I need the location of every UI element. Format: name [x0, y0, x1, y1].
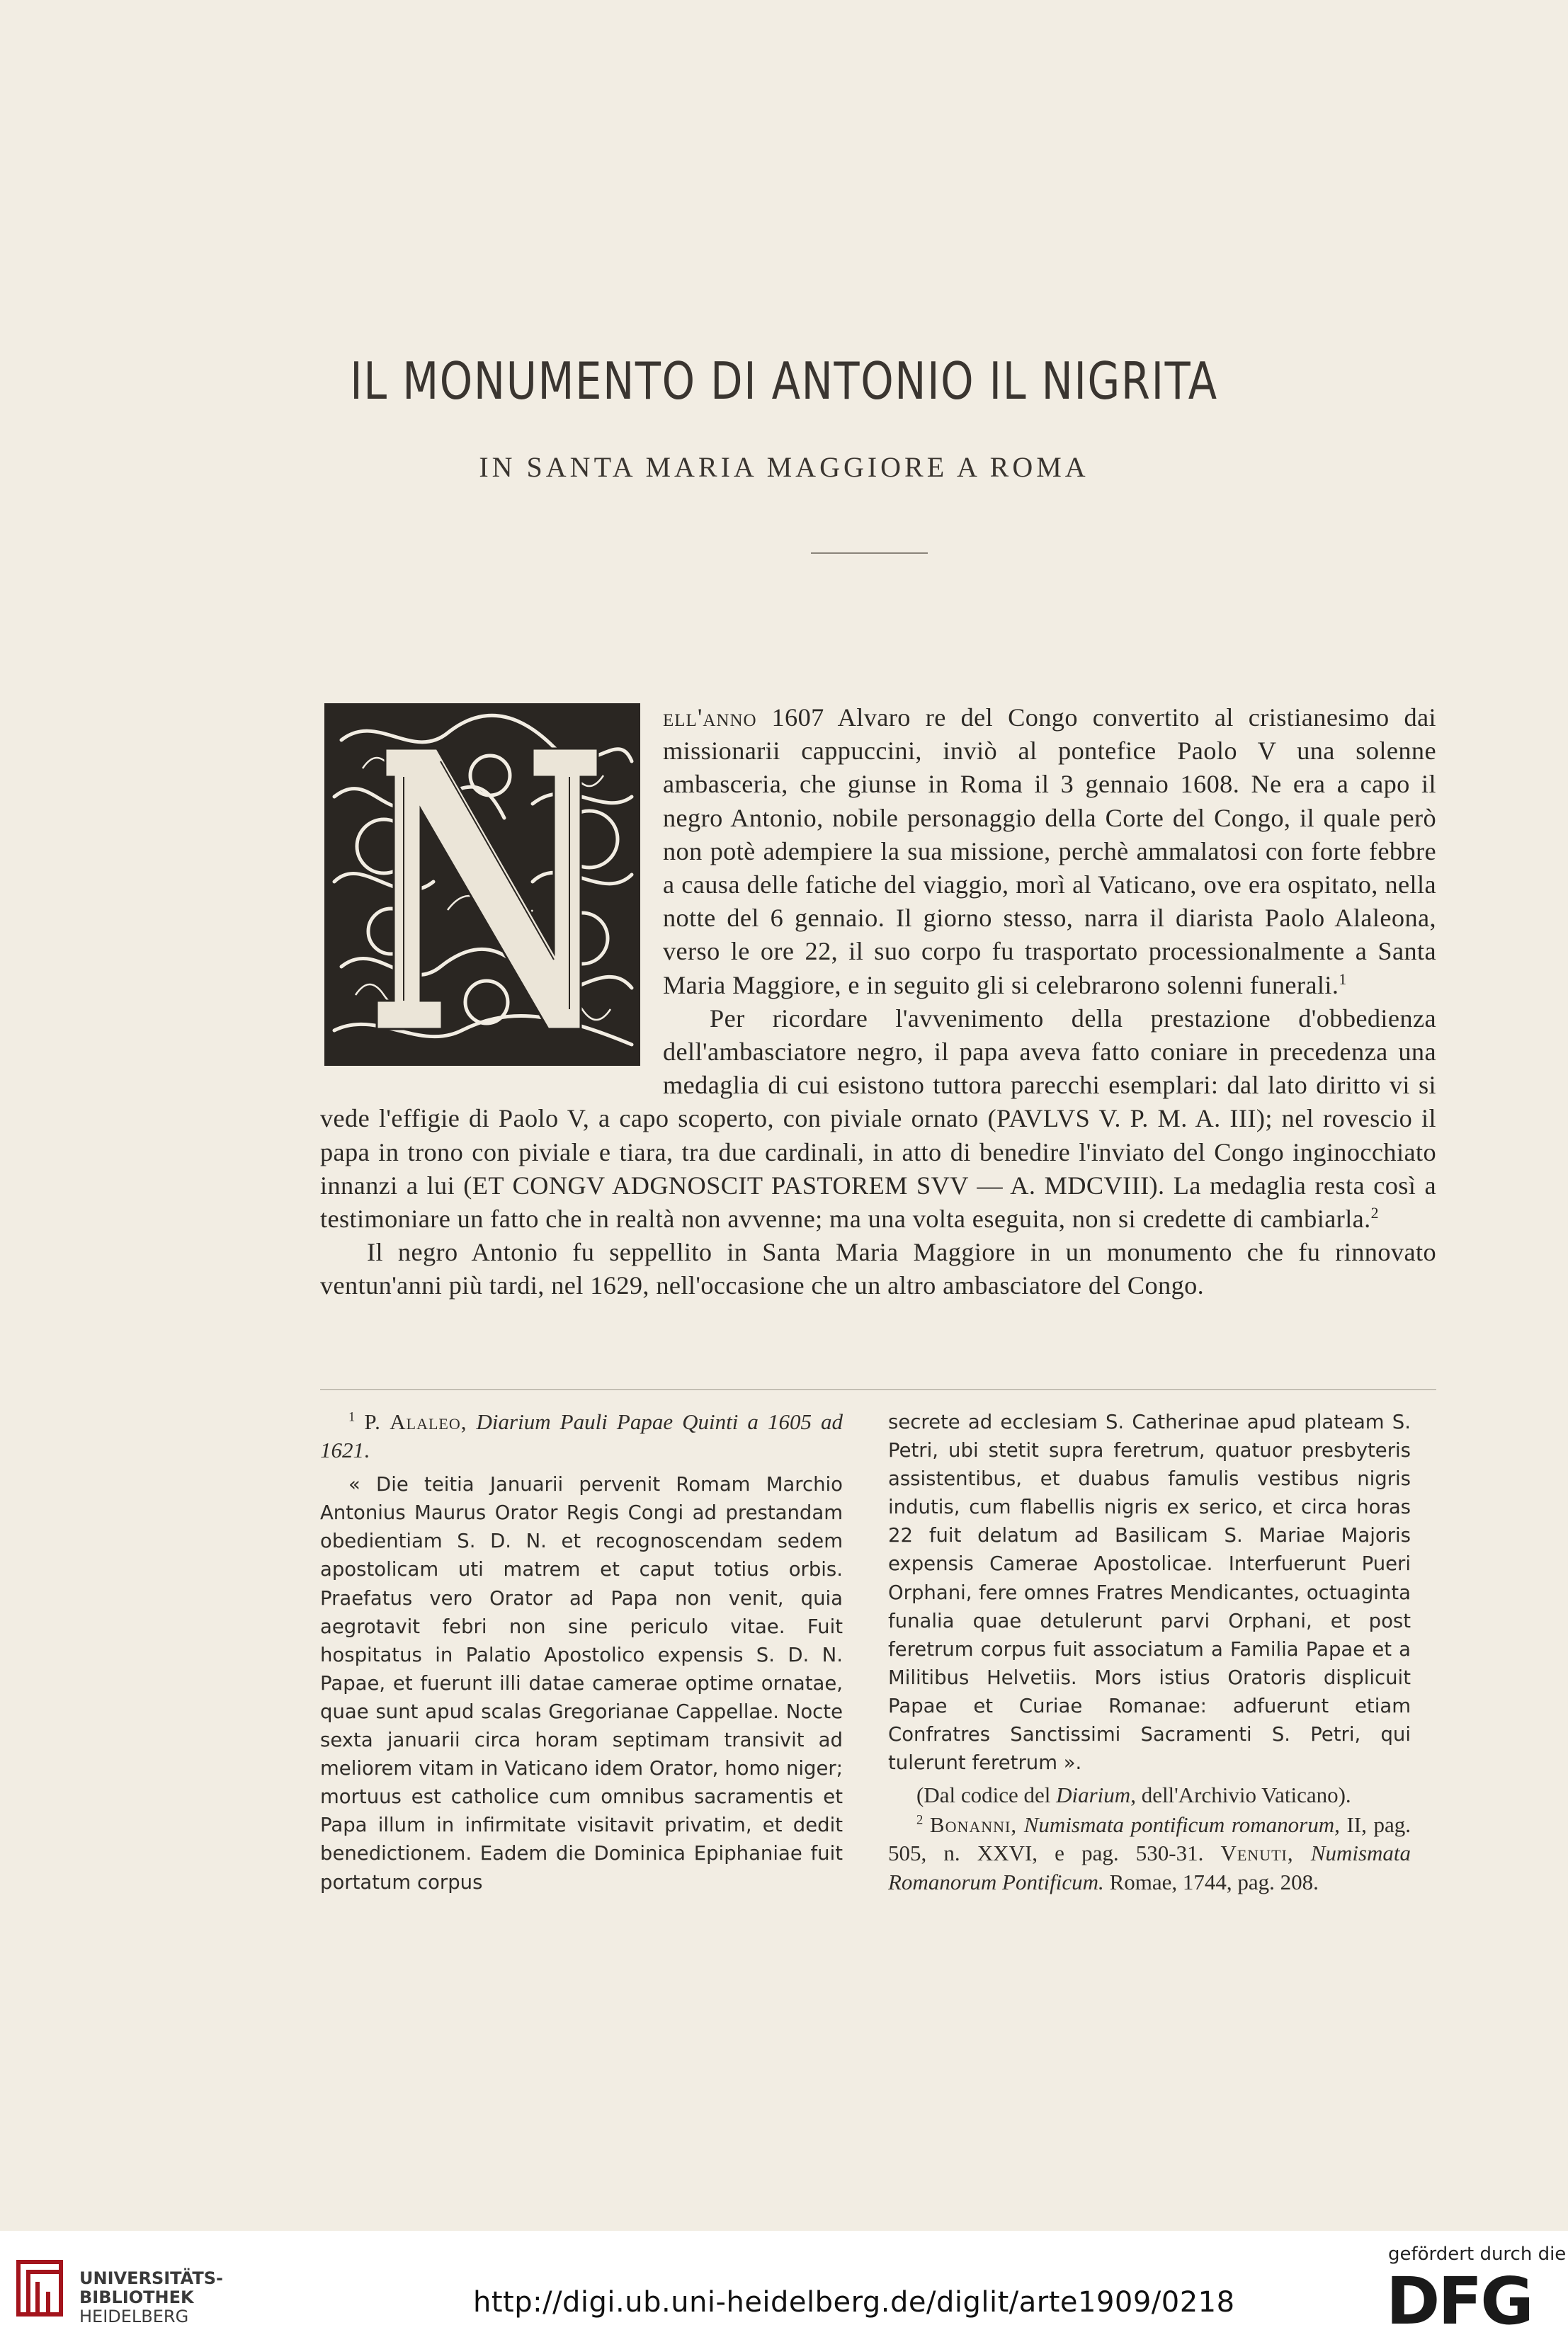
footnote-separator — [320, 1389, 1436, 1390]
permalink-url[interactable]: http://digi.ub.uni-heidelberg.de/diglit/arte1909/0218 — [473, 2286, 1235, 2319]
footnote-ref-1[interactable]: 1 — [1339, 970, 1347, 988]
footnotes-left-column — [320, 1408, 843, 1897]
footnote-1-citation: $^1$ P. Alaleo, Diarium Pauli Papae Quinti a 1605 ad 1621. — [320, 1409, 843, 1463]
article-subtitle: IN SANTA MARIA MAGGIORE A ROMA — [479, 451, 1089, 483]
ornamental-initial-n — [320, 698, 647, 1073]
university-library-name[interactable]: UNIVERSITÄTS- BIBLIOTHEK HEIDELBERG — [79, 2268, 224, 2326]
footnote-1-quote-part-1: « Die teitia Januarii pervenit Romam Marchio Antonius Maurus Orator Regis Congi ad prestandam obedientiam S. D. N. et recognoscendam sedem apostolicam uti matrem et caput totius orbis. Praefatus vero Orator ad Papa non venit, quia aegrotavit febri non sine periculo vitae. Fuit hospitatus in Palatio Apostolico expensis S. D. N. Papae, et fuerunt illi datae camerae optime ornatae, quae sunt apud scalas Gregorianae Cappellae. Nocte sexta januarii circa horam septimam transivit ad meliorem vitam in Vaticano idem Orator, homo niger; mortuus est catholice cum omnibus sacramentis et Papa illum in infirmitate visitavit privatim, et dedit benedictionem. Eadem die Dominica Epiphaniae fuit portatum corpus — [320, 1473, 843, 1894]
university-library-logo-icon[interactable] — [14, 2259, 71, 2317]
first-word: ell'anno — [663, 703, 757, 732]
paragraph-1-text: 1607 Alvaro re del Congo convertito al cristianesimo dai missionarii cappuccini, inviò al pontefice Paolo V una solenne ambasceria, che giunse in Roma il 3 gennaio 1608. Ne era a capo il negro Antonio, nobile personaggio della Corte del Congo, il quale però non potè adempiere la sua missione, perchè ammalatosi con forte febbre a causa delle fatiche del viaggio, morì al Vaticano, ove era ospitato, nella notte del 6 gennaio. Il giorno stesso, narra il diarista Paolo Alaleona, verso le ore 22, il suo corpo fu trasportato processionalmente a Santa Maria Maggiore, e in seguito gli si celebrarono solenni funerali. — [663, 703, 1436, 999]
paragraph-3: Il negro Antonio fu seppellito in Santa Maria Maggiore in un monumento che fu rinnovato ventun'anni più tardi, nel 1629, nell'occasione che un altro ambasciatore del Congo. — [320, 1238, 1436, 1300]
title-divider — [811, 552, 928, 554]
footnote-1-quote-part-2: secrete ad ecclesiam S. Catherinae apud plateam S. Petri, ubi stetit supra feretrum, quatuor presbyteris assistentibus, et duabus famulis vestibus nigris indutis, cum flabellis nigris ex serico, et circa horas 22 fuit delatum ad Basilicam S. Mariae Majoris expensis Camerae Apostolicae. Interfuerunt Pueri Orphani, fere omnes Fratres Mendicantes, octuaginta funalia quae detulerunt parvi Orphani, et post feretrum corpus fuit associatum a Familia Papae et a Militibus Helvetiis. Mors istius Oratoris displicuit Papae et Curiae Romanae: adfuerunt etiam Confratres Sanctissimi Sacramenti S. Petri, qui tulerunt feretrum ». — [888, 1411, 1411, 1775]
dfg-logo-icon[interactable]: DFG — [1386, 2263, 1532, 2339]
article-title: IL MONUMENTO DI ANTONIO IL NIGRITA — [350, 351, 1218, 411]
footnotes-right-column — [888, 1408, 1411, 1897]
footnote-1-source: (Dal codice del Diarium, dell'Archivio Vaticano). — [916, 1783, 1351, 1808]
paragraph-2-text: Per ricordare l'avvenimento della prestazione d'obbedienza dell'ambasciatore negro, il papa aveva fatto coniare in precedenza una medaglia di cui esistono tuttora parecchi esemplari: dal lato diritto vi si vede l'effigie di Paolo V, a capo scoperto, con piviale ornato (PAVLVS V. P. M. A. III); nel rovescio il papa in trono con piviale e tiara, tra due cardinali, in atto di benedire l'inviato del Congo inginocchiato innanzi a lui (ET CONGV ADGNOSCIT PASTOREM SVV — A. MDCVIII). La medaglia resta così a testimoniare un fatto che in realtà non avvenne; ma una volta eseguita, non si credette di cambiarla. — [320, 1004, 1436, 1234]
footnote-2: $^2$ Bonanni, Numismata pontificum romanorum, II, pag. 505, n. XXVI, e pag. 530-31. Venuti, Numismata Romanorum Pontificum. Romae, 1744, pag. 208. — [888, 1812, 1411, 1894]
sponsor-caption: gefördert durch die — [1388, 2244, 1567, 2265]
footnote-ref-2[interactable]: 2 — [1370, 1204, 1379, 1222]
